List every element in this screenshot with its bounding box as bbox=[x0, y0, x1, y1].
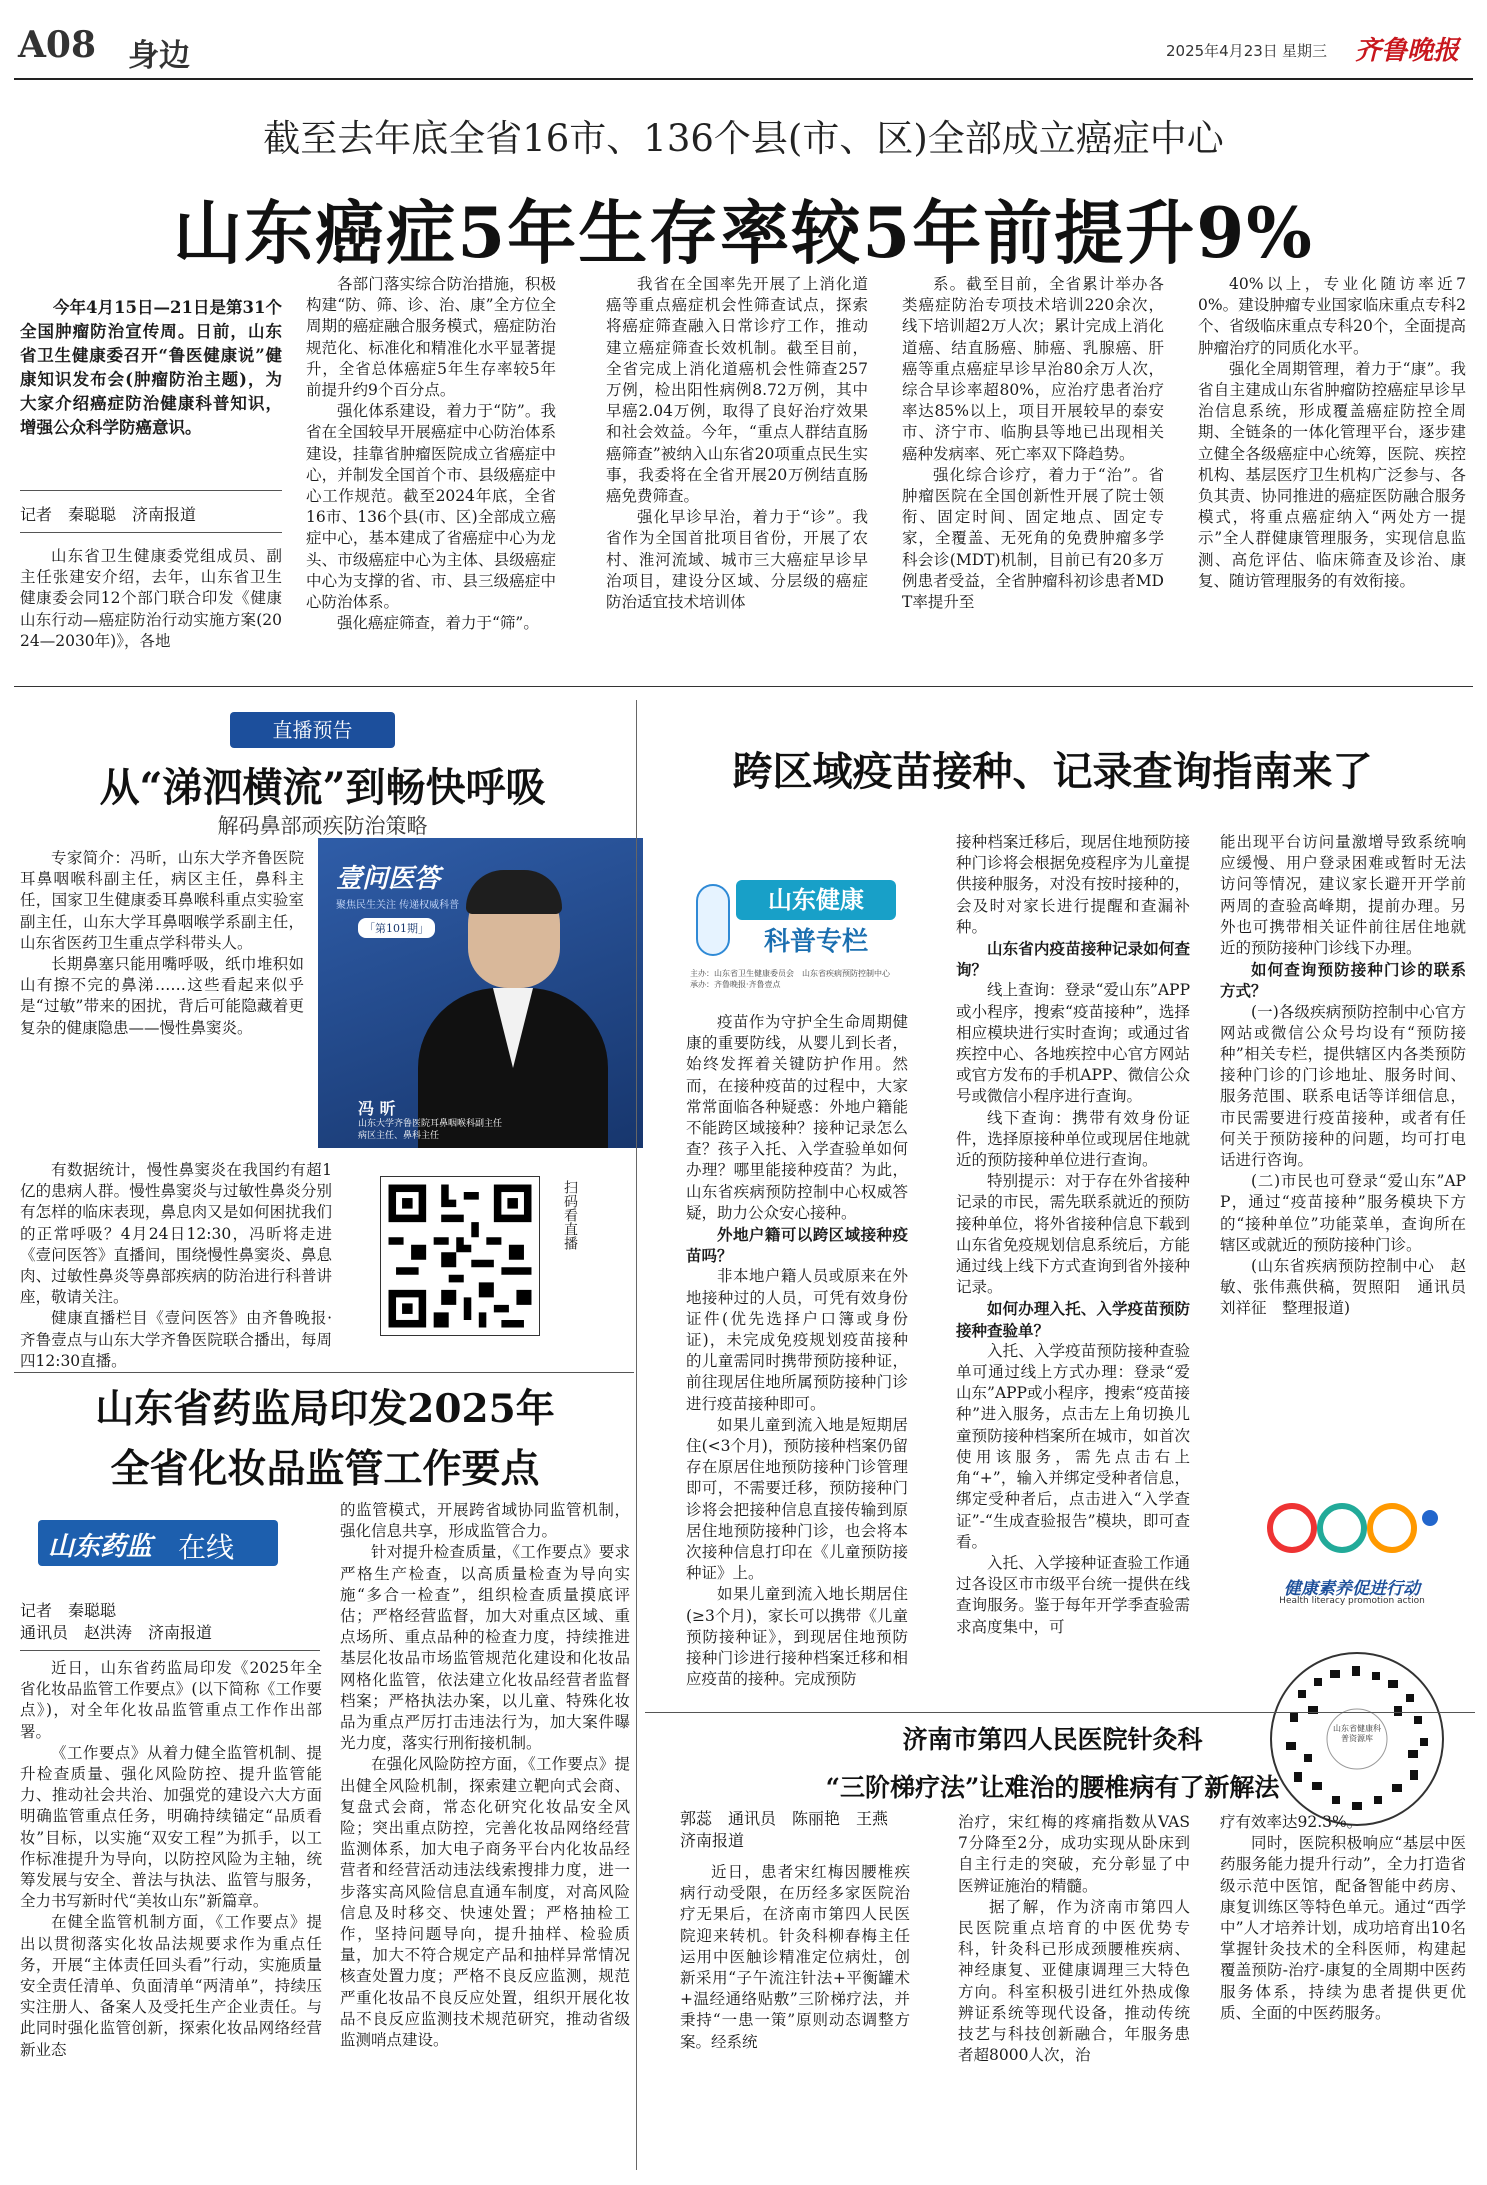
acu-byline: 郭蕊 通讯员 陈丽艳 王燕 济南报道 bbox=[680, 1809, 905, 1850]
drug-byline-reporter: 记者 秦聪聪 bbox=[20, 1601, 117, 1620]
nasal-paragraph: 健康直播栏目《壹问医答》由齐鲁晚报·齐鲁壹点与山东大学齐鲁医院联合播出，每周四12:30直播。 bbox=[20, 1309, 332, 1370]
lead-paragraph: 40%以上，专业化随访率近70%。建设肿瘤专业国家临床重点专科2个、省级临床重点专科20个，全面提高肿瘤治疗的同质化水平。 bbox=[1198, 275, 1466, 357]
vaccine-paragraph: 非本地户籍人员或原来在外地接种过的人员，可凭有效身份证件(优先选择户口簿或身份证)，未完成免疫规划疫苗接种的儿童需同时携带预防接种证，前往现居住地所属预防接种门诊进行疫苗接种即可。 bbox=[686, 1267, 908, 1413]
lead-lede: 今年4月15日—21日是第31个全国肿瘤防治宣传周。日前，山东省卫生健康委召开“鲁医健康说”健康知识发布会(肿瘤防治主题)，为大家介绍癌症防治健康科普知识，增强公众科学防癌意识。 bbox=[20, 298, 282, 437]
lead-kicker: 截至去年底全省16市、136个县(市、区)全部成立癌症中心 bbox=[263, 117, 1224, 160]
card-issue: 「第101期」 bbox=[358, 918, 435, 938]
health-literacy-title: 健康素养促进行动 bbox=[1284, 1579, 1420, 1599]
issue-weekday: 星期三 bbox=[1282, 42, 1328, 60]
health-literacy-emblem bbox=[1252, 1490, 1452, 1570]
vaccine-question: 外地户籍可以跨区域接种疫苗吗？ bbox=[686, 1225, 908, 1266]
expert-hair bbox=[466, 870, 562, 914]
lead-paragraph: 强化综合诊疗，着力于“治”。省肿瘤医院在全国创新性开展了院士领衔、固定时间、固定地点、固定专家，全覆盖、无死角的免费肿瘤多学科会诊(MDT)机制，目前已有20多万例患者受益，全省肿瘤科初诊患者MDT率提升至 bbox=[902, 465, 1164, 612]
vaccine-paragraph: 入托、入学接种证查验工作通过各设区市市级平台统一提供在线查询服务。鉴于每年开学季查验需求高度集中，可 bbox=[956, 1553, 1190, 1636]
vaccine-paragraph: 如果儿童到流入地是短期居住(<3个月)，预防接种档案仍留存在原居住地预防接种门诊管理即可，不需要迁移，预防接种门诊将会把接种信息直接传输到原居住地预防接种门诊，也会将本次接种信息打印在《儿童预防接种证》上。 bbox=[686, 1415, 908, 1583]
vaccine-question: 山东省内疫苗接种记录如何查询？ bbox=[956, 939, 1190, 980]
drug-paragraph: 《工作要点》从着力健全监管机制、提升检查质量、强化风险防控、提升监管能力、推动社会共治、加强党的建设六大方面明确监管重点任务，明确持续锚定“品质看妆”目标，以实施“双安工程”为抓手，以工作标准提升为导向，以防控风险为主轴，统筹发展与安全、普法与执法、监管与服务，全力书写新时代“美妆山东”新篇章。 bbox=[20, 1743, 322, 1911]
drug-byline-correspondent: 通讯员 赵洪涛 济南报道 bbox=[20, 1623, 213, 1642]
header-rule bbox=[14, 78, 1473, 80]
vaccine-paragraph: 特别提示：对于存在外省接种记录的市民，需先联系就近的预防接种单位，将外省接种信息下载到山东省免疫规划信息系统后，方能通过线上线下方式查询到省外接种记录。 bbox=[956, 1172, 1190, 1297]
drug-col2 bbox=[340, 1500, 630, 2168]
section-name: 身边 bbox=[128, 38, 190, 74]
vaccine-headline: 跨区域疫苗接种、记录查询指南来了 bbox=[732, 748, 1373, 795]
vaccine-question: 如何办理入托、入学疫苗预防接种查验单？ bbox=[956, 1299, 1190, 1340]
lead-col4 bbox=[902, 274, 1164, 674]
column-divider bbox=[636, 700, 637, 2170]
card-expert-name: 冯 昕 bbox=[358, 1099, 396, 1118]
vaccine-paragraph: 线下查询：携带有效身份证件，选择原接种单位或现居住地就近的预防接种单位进行查询。 bbox=[956, 1108, 1190, 1170]
drug-headline-2: 全省化妆品监管工作要点 bbox=[110, 1446, 540, 1492]
card-slogan: 聚焦民生关注 传递权威科普 bbox=[336, 900, 460, 911]
scan-to-watch-caption: 扫码看直播 bbox=[562, 1180, 578, 1250]
health-literacy-logo bbox=[1252, 1490, 1452, 1620]
acu-col2 bbox=[958, 1812, 1190, 2168]
drug-paragraph: 近日，山东省药监局印发《2025年全省化妆品监管工作要点》(以下简称《工作要点》)，对全年化妆品监管重点工作作出部署。 bbox=[20, 1659, 322, 1741]
doctor-icon bbox=[696, 884, 730, 956]
lead-col1 bbox=[20, 546, 282, 674]
vaccine-paragraph: 疫苗作为守护全生命周期健康的重要防线，从婴儿到长者，始终发挥着关键防护作用。然而，在接种疫苗的过程中，大家常常面临各种疑惑：外地户籍能不能跨区域接种？接种记录怎么查？孩子入托、入学查验单如何办理？哪里能接种疫苗？为此，山东省疾病预防控制中心权威答疑，助力公众安心接种。 bbox=[686, 1013, 908, 1222]
lead-paragraph: 系。截至目前，全省累计举办各类癌症防治专项技术培训220余次，线下培训超2万人次；累计完成上消化道癌、结直肠癌、肺癌、乳腺癌、肝癌等重点癌症早诊早治80余万人次，综合早诊率超80%，应治疗患者治疗率达85%以上，项目开展较早的泰安市、济宁市、临朐县等地已出现相关癌种发病率、死亡率双下降趋势。 bbox=[902, 275, 1164, 463]
section-divider bbox=[14, 1372, 634, 1373]
acu-col1 bbox=[680, 1862, 910, 2168]
expert-photo-card bbox=[318, 838, 643, 1148]
vaccine-paragraph: 线上查询：登录“爱山东”APP或小程序，搜索“疫苗接种”，选择相应模块进行实时查询；或通过省疾控中心、各地疾控中心官方网站或官方发布的手机APP、微信公众号或微信小程序进行查询。 bbox=[956, 981, 1190, 1106]
lead-col5 bbox=[1198, 274, 1466, 674]
lead-headline: 山东癌症5年生存率较5年前提升9% bbox=[173, 193, 1314, 274]
acu-headline-1: 济南市第四人民医院针灸科 bbox=[902, 1725, 1203, 1754]
nasal-headline: 从“涕泗横流”到畅快呼吸 bbox=[99, 764, 546, 811]
vaccine-credit: (山东省疾病预防控制中心 赵敏、张伟燕供稿，贺照阳 通讯员 刘祥征 整理报道) bbox=[1220, 1257, 1482, 1318]
lead-col2 bbox=[306, 274, 556, 674]
lead-paragraph: 各部门落实综合防治措施，积极构建“防、筛、诊、治、康”全方位全周期的癌症融合服务模式，癌症防治规范化、标准化和精准化水平显著提升，全省总体癌症5年生存率较5年前提升约9个百分点。 bbox=[306, 275, 556, 400]
lead-paragraph: 强化早诊早治，着力于“诊”。我省作为全国首批项目省份，开展了农村、淮河流域、城市三大癌症早诊早治项目，建设分区域、分层级的癌症防治适宜技术培训体 bbox=[606, 508, 868, 612]
vaccine-question: 如何查询预防接种门诊的联系方式？ bbox=[1220, 960, 1466, 1001]
issue-date: 2025年4月23日 bbox=[1166, 42, 1278, 60]
drug-col1 bbox=[20, 1658, 322, 2168]
acu-col3 bbox=[1220, 1812, 1466, 2168]
vaccine-col3 bbox=[1220, 832, 1482, 1472]
acu-paragraph: 同时，医院积极响应“基层中医药服务能力提升行动”，全力打造省级示范中医馆，配备智能中药房、康复训练区等特色单元。通过“西学中”人才培养计划，成功培育出10名掌握针灸技术的全科医师，构建起覆盖预防-治疗-康复的全周期中医药服务体系，持续为患者提供更优质、全面的中医药服务。 bbox=[1220, 1834, 1466, 2022]
drug-paragraph: 在健全监管机制方面，《工作要点》提出以贯彻落实化妆品法规要求作为重点任务，开展“主体责任回头看”行动，实施质量安全责任清单、负面清单“两清单”，持续压实注册人、备案人及受托生产企业责任。与此同时强化监管创新，探索化妆品网络经营新业态 bbox=[20, 1913, 322, 2059]
lead-col1-paragraph: 山东省卫生健康委党组成员、副主任张建安介绍，去年，山东省卫生健康委会同12个部门联合印发《健康山东行动—癌症防治行动实施方案(2024—2030年)》，各地 bbox=[20, 547, 282, 650]
page-number: A08 bbox=[18, 24, 97, 66]
resource-qr-caption: 山东省健康科普资源库 bbox=[1333, 1724, 1381, 1743]
lead-paragraph: 强化体系建设，着力于“防”。我省在全国较早开展癌症中心防治体系建设，挂靠省肿瘤医院成立省癌症中心，并制发全国首个市、县级癌症中心工作规范。截至2024年底，全省16市、136个县(市、区)全部成立癌症中心，基本建成了省癌症中心为龙头、市级癌症中心为主体、县级癌症中心为支撑的省、市、县三级癌症中心防治体系。 bbox=[306, 402, 556, 612]
drug-column-logo bbox=[38, 1520, 278, 1566]
card-logo: 壹问医答 bbox=[336, 864, 441, 894]
nasal-col-top bbox=[20, 848, 304, 1158]
drug-headline-1: 山东省药监局印发2025年 bbox=[95, 1386, 555, 1432]
vaccine-paragraph: (二)市民也可登录“爱山东”APP，通过“疫苗接种”服务模块下方的“接种单位”功能菜单，查询所在辖区或就近的预防接种门诊。 bbox=[1220, 1172, 1466, 1254]
nasal-paragraph: 有数据统计，慢性鼻窦炎在我国约有超1亿的患病人群。慢性鼻窦炎与过敏性鼻炎分别有怎样的临床表现，鼻息肉又是如何困扰我们的正常呼吸？4月24日12:30，冯昕将走进《壹问医答》直播间，围绕慢性鼻窦炎、鼻息肉、过敏性鼻炎等鼻部疾病的防治进行科普讲座，敬请关注。 bbox=[20, 1161, 332, 1307]
section-divider bbox=[14, 686, 1473, 687]
drug-byline-divider bbox=[20, 1650, 320, 1651]
acu-paragraph: 近日，患者宋红梅因腰椎疾病行动受限，在历经多家医院治疗无果后，在济南市第四人民医院迎来转机。针灸科柳春梅主任运用中医触诊精准定位病灶，创新采用“子午流注针法+平衡罐术+温经通络贴敷”三阶梯疗法，并秉持“一患一策”原则动态调整方案。经系统 bbox=[680, 1863, 910, 2051]
vaccine-paragraph: 接种档案迁移后，现居住地预防接种门诊将会根据免疫程序为儿童提供接种服务，对没有按时接种的，会及时对家长进行提醒和查漏补种。 bbox=[956, 833, 1190, 936]
kp-logo-line2: 科普专栏 bbox=[763, 927, 868, 957]
acu-paragraph: 据了解，作为济南市第四人民医院重点培育的中医优势专科，针灸科已形成颈腰椎疾病、神经康复、亚健康调理三大特色方向。科室积极引进红外热成像辨证系统等现代设备，推动传统技艺与科技创新融合，年服务患者超8000人次，治 bbox=[958, 1897, 1190, 2065]
acu-paragraph: 治疗，宋红梅的疼痛指数从VAS 7分降至2分，成功实现从卧床到自主行走的突破，充分彰显了中医辨证施治的精髓。 bbox=[958, 1813, 1190, 1895]
lead-paragraph: 强化全周期管理，着力于“康”。我省自主建成山东省肿瘤防控癌症早诊早治信息系统，形成覆盖癌症防控全周期、全链条的一体化管理平台，逐步建立健全各级癌症中心统筹，医院、疾控机构、基层医疗卫生机构广泛参与、各负其责、协同推进的癌症医防融合服务模式，将重点癌症纳入“两处方一提示”全人群健康管理服务，实现信息监测、高危评估、临床筛查及诊治、康复、随访管理服务的有效衔接。 bbox=[1198, 359, 1466, 590]
live-qr-code[interactable] bbox=[380, 1176, 540, 1336]
acu-paragraph: 疗有效率达92.3%。 bbox=[1220, 1813, 1363, 1831]
vaccine-paragraph: 入托、入学疫苗预防接种查验单可通过线上方式办理：登录“爱山东”APP或小程序，搜索“疫苗接种”进入服务，点击左上角切换儿童预防接种档案所在城市，如首次使用该服务，需先点击右上角“+”，输入并绑定受种者信息，绑定受种者后，点击进入“入学查证”-“生成查验报告”模块，即可查看。 bbox=[956, 1341, 1190, 1551]
kp-logo-line1: 山东健康 bbox=[736, 880, 896, 920]
drug-logo-online: 在线 bbox=[178, 1531, 235, 1564]
lead-paragraph: 强化癌症筛查，着力于“筛”。 bbox=[337, 614, 539, 633]
nasal-paragraph: 长期鼻塞只能用嘴呼吸，纸巾堆积如山有擦不完的鼻涕……这些看起来似乎是“过敏”带来的困扰，背后可能隐藏着更复杂的健康隐患——慢性鼻窦炎。 bbox=[20, 955, 304, 1037]
vaccine-paragraph: (一)各级疾病预防控制中心官方网站或微信公众号均设有“预防接种”相关专栏，提供辖区内各类预防接种门诊的门诊地址、服务时间、服务范围、联系电话等详细信息，市民需要进行疫苗接种，或者有任何关于预防接种的问题，均可打电话进行咨询。 bbox=[1220, 1002, 1466, 1170]
drug-logo-text: 山东药监 bbox=[48, 1532, 153, 1562]
acu-headline-2: “三阶梯疗法”让难治的腰椎病有了新解法 bbox=[825, 1773, 1280, 1802]
lede-divider bbox=[20, 490, 282, 491]
nasal-subheadline: 解码鼻部顽疾防治策略 bbox=[217, 814, 428, 838]
section-divider bbox=[645, 1712, 1475, 1713]
health-literacy-english: Health literacy promotion action bbox=[1279, 1596, 1425, 1606]
vaccine-paragraph: 如果儿童到流入地长期居住(≥3个月)，家长可以携带《儿童预防接种证》，到现居住地预防接种门诊进行接种档案迁移和相应疫苗的接种。完成预防 bbox=[686, 1585, 908, 1689]
drug-paragraph: 针对提升检查质量，《工作要点》要求严格生产检查，以高质量检查为导向实施“多合一检查”，组织检查质量摸底评估；严格经营监督，加大对重点区域、重点场所、重点品种的检查力度，持续推进基层化妆品市场监管规范化建设和化妆品网格化监管，依法建立化妆品经营者监督档案；严格执法办案，以儿童、特殊化妆品为重点严厉打击违法行为，加大案件曝光力度，落实行刑衔接机制。 bbox=[340, 1543, 630, 1753]
nasal-paragraph: 专家简介：冯昕，山东大学齐鲁医院耳鼻咽喉科副主任，病区主任，鼻科主任，国家卫生健康委耳鼻喉科重点实验室副主任，山东大学耳鼻咽喉学系副主任，山东省医药卫生重点学科带头人。 bbox=[20, 849, 304, 952]
masthead-logo: 齐鲁晚报 bbox=[1355, 36, 1460, 66]
lead-col3 bbox=[606, 274, 868, 674]
byline-divider bbox=[20, 532, 282, 533]
drug-paragraph: 在强化风险防控方面，《工作要点》提出健全风险机制，探索建立靶向式会商、复盘式会商，常态化研究化妆品安全风险；突出重点防控，完善化妆品网络经营监测体系，加大电子商务平台内化妆品经营者和经营活动违法线索搜排力度，进一步落实高风险信息直通车制度，对高风险信息及时移交、快速处置；严格抽检工作，坚持问题导向，提升抽样、检验质量，加大不符合规定产品和抽样异常情况核查处置力度；严格不良反应监测，规范严重化妆品不良反应处置，组织开展化妆品不良反应监测技术规范研究，推动省级监测哨点建设。 bbox=[340, 1755, 630, 2050]
lead-byline: 记者 秦聪聪 济南报道 bbox=[20, 505, 197, 524]
kp-sponsor-note: 主办：山东省卫生健康委员会 山东省疾病预防控制中心 承办：齐鲁晚报·齐鲁壹点 bbox=[690, 969, 898, 989]
science-column-logo bbox=[690, 876, 900, 994]
live-preview-tag: 直播预告 bbox=[230, 712, 395, 748]
card-expert-title: 山东大学齐鲁医院耳鼻咽喉科副主任 病区主任、鼻科主任 bbox=[358, 1119, 503, 1141]
vaccine-paragraph: 能出现平台访问量激增导致系统响应缓慢、用户登录困难或暂时无法访问等情况，建议家长避开开学前两周的查验高峰期，提前办理。另外也可携带相关证件前往居住地就近的预防接种门诊线下办理。 bbox=[1220, 833, 1466, 958]
lead-paragraph: 我省在全国率先开展了上消化道癌等重点癌症机会性筛查试点，探索将癌症筛查融入日常诊疗工作，推动建立癌症筛查长效机制。截至目前，全省完成上消化道癌机会性筛查257万例，检出阳性病例8.72万例，其中早癌2.04万例，取得了良好治疗效果和社会效益。今年，“重点人群结直肠癌筛查”被纳入山东省20项重点民生实事，我委将在全省开展20万例结直肠癌免费筛查。 bbox=[606, 275, 868, 506]
drug-paragraph: 的监管模式，开展跨省域协同监管机制，强化信息共享，形成监管合力。 bbox=[340, 1501, 630, 1541]
